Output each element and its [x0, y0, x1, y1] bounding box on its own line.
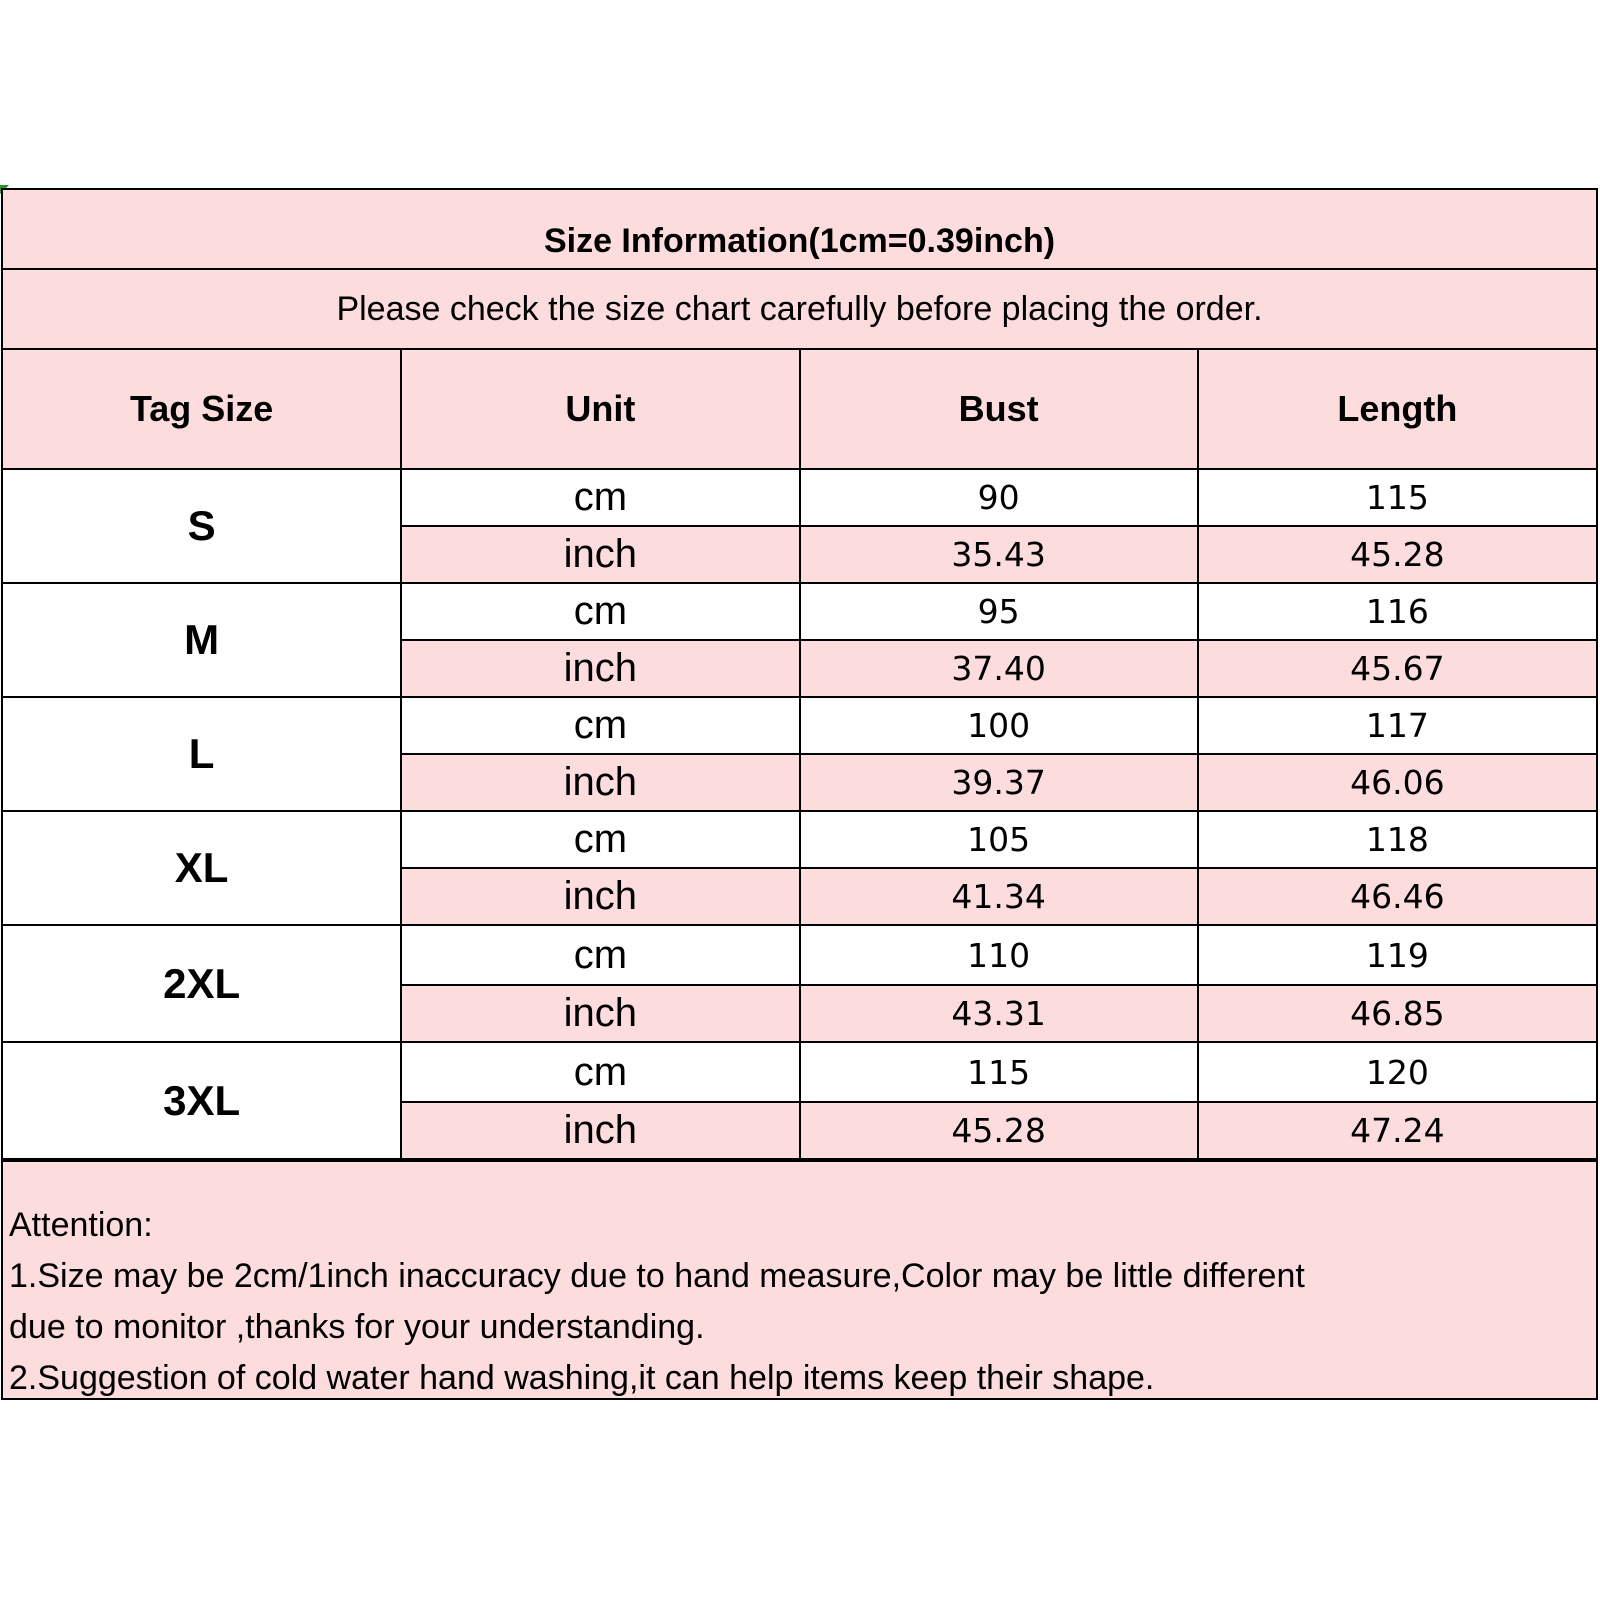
table-row-cm [3, 583, 1596, 640]
attention-heading: Attention: [9, 1206, 153, 1244]
table-row-cm [3, 811, 1596, 868]
header-unit: Unit [401, 349, 799, 469]
unit-cell: cm [401, 469, 799, 526]
unit-cell: inch [401, 754, 799, 811]
tag-size-cell: L [3, 697, 401, 811]
unit-cell: inch [401, 985, 799, 1042]
attention-line-3: 2.Suggestion of cold water hand washing,it can help items keep their shape. [9, 1359, 1155, 1397]
bust-cell: 35.43 [800, 526, 1198, 583]
tag-size-cell: 3XL [3, 1042, 401, 1159]
chart-subtitle: Please check the size chart carefully before placing the order. [3, 268, 1596, 348]
size-chart [1, 188, 1598, 1400]
bust-cell: 43.31 [800, 985, 1198, 1042]
unit-cell: inch [401, 1102, 799, 1159]
length-cell: 115 [1198, 469, 1596, 526]
tag-size-cell: 2XL [3, 925, 401, 1042]
unit-cell: inch [401, 640, 799, 697]
bust-cell: 105 [800, 811, 1198, 868]
unit-cell: cm [401, 583, 799, 640]
bust-cell: 95 [800, 583, 1198, 640]
bust-cell: 41.34 [800, 868, 1198, 925]
length-cell: 118 [1198, 811, 1596, 868]
length-cell: 46.46 [1198, 868, 1596, 925]
unit-cell: inch [401, 868, 799, 925]
length-cell: 116 [1198, 583, 1596, 640]
bust-cell: 110 [800, 925, 1198, 985]
length-cell: 119 [1198, 925, 1596, 985]
length-cell: 46.85 [1198, 985, 1596, 1042]
bust-cell: 37.40 [800, 640, 1198, 697]
length-cell: 47.24 [1198, 1102, 1596, 1159]
table-row-cm [3, 1042, 1596, 1102]
table-row-cm [3, 925, 1596, 985]
tag-size-cell: XL [3, 811, 401, 925]
bust-cell: 45.28 [800, 1102, 1198, 1159]
unit-cell: cm [401, 925, 799, 985]
header-length: Length [1198, 349, 1596, 469]
length-cell: 45.28 [1198, 526, 1596, 583]
header-tag-size: Tag Size [3, 349, 401, 469]
bust-cell: 39.37 [800, 754, 1198, 811]
table-row-cm [3, 697, 1596, 754]
unit-cell: cm [401, 811, 799, 868]
length-cell: 45.67 [1198, 640, 1596, 697]
bust-cell: 90 [800, 469, 1198, 526]
attention-line-1: 1.Size may be 2cm/1inch inaccuracy due to hand measure,Color may be little different [9, 1257, 1305, 1295]
unit-cell: cm [401, 1042, 799, 1102]
header-row [3, 349, 1596, 469]
header-bust: Bust [800, 349, 1198, 469]
table-row-cm [3, 469, 1596, 526]
length-cell: 46.06 [1198, 754, 1596, 811]
unit-cell: cm [401, 697, 799, 754]
attention-notes [3, 1160, 1596, 1400]
unit-cell: inch [401, 526, 799, 583]
length-cell: 117 [1198, 697, 1596, 754]
chart-title: Size Information(1cm=0.39inch) [3, 188, 1596, 268]
attention-line-2: due to monitor ,thanks for your understanding. [9, 1308, 705, 1346]
size-table [3, 348, 1596, 1160]
length-cell: 120 [1198, 1042, 1596, 1102]
tag-size-cell: M [3, 583, 401, 697]
tag-size-cell: S [3, 469, 401, 583]
bust-cell: 115 [800, 1042, 1198, 1102]
bust-cell: 100 [800, 697, 1198, 754]
